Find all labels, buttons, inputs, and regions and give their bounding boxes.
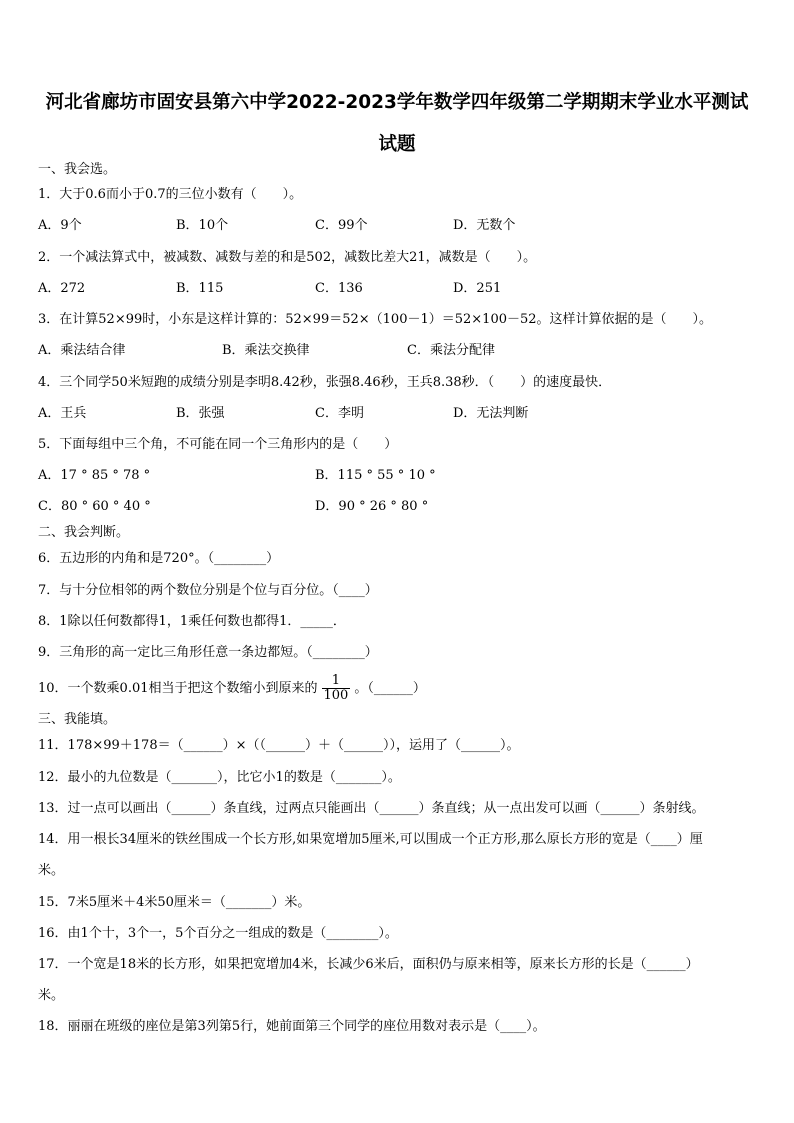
question-8: 8．1除以任何数都得1，1乘任何数也都得1．_____． [38,614,346,629]
question-5-options-row2 [38,498,758,516]
exam-title-line2: 试题 [378,134,416,155]
option-a: A．王兵 [38,406,87,421]
section-heading-judge: 二、我会判断。 [38,525,130,540]
question-7: 7．与十分位相邻的两个数位分别是个位与百分位。（____） [38,583,378,598]
option-c: C．李明 [315,406,364,421]
option-d: D．251 [453,281,502,296]
question-9: 9．三角形的高一定比三角形任意一条边都短。（________） [38,645,378,660]
option-c: C．乘法分配律 [407,343,495,358]
section-heading-fill: 三、我能填。 [38,712,117,727]
fraction-denominator: 100 [323,688,349,703]
question-18: 18．丽丽在班级的座位是第3列第5行，她前面第三个同学的座位用数对表示是（____）。 [38,1019,546,1034]
question-16: 16．由1个十，3个一，5个百分之一组成的数是（________）。 [38,926,398,941]
question-17-line1: 17．一个宽是18米的长方形，如果把宽增加4米，长减少6米后，面积仍与原来相等，原来长方形的长是（______） [38,957,699,972]
question-2-options [38,280,758,298]
option-c: C．80 ° 60 ° 40 ° [38,499,151,514]
option-a: A．乘法结合律 [38,343,126,358]
fraction-numerator: 1 [322,674,351,689]
question-10-text: 10．一个数乘0.01相当于把这个数缩小到原来的 [38,681,318,696]
option-a: A．272 [38,281,86,296]
option-c: C．99个 [315,218,368,233]
question-14-line1: 14．用一根长34厘米的铁丝围成一个长方形,如果宽增加5厘米,可以围成一个正方形,那么原长方形的宽是（____）厘 [38,832,703,847]
option-b: B．10个 [176,218,229,233]
question-6: 6．五边形的内角和是720°。（________） [38,551,280,566]
question-11: 11．178×99＋178＝（______）×（（______）＋（______）），运用了（______）。 [38,738,520,753]
question-3-options [38,342,758,360]
fraction-one-hundredth [322,674,351,703]
question-4-options [38,405,758,423]
option-b: B．115 ° 55 ° 10 ° [315,468,436,483]
section-heading-choice: 一、我会选。 [38,162,117,177]
question-10-blank: 。（______） [354,681,426,696]
question-15: 15．7米5厘米＋4米50厘米＝（_______）米。 [38,895,311,910]
option-b: B．乘法交换律 [222,343,310,358]
question-17-line2: 米。 [38,988,65,1003]
question-1: 1．大于0.6而小于0.7的三位小数有（ ）。 [38,187,303,202]
option-b: B．张强 [176,406,225,421]
option-a: A．9个 [38,218,82,233]
option-d: D．90 ° 26 ° 80 ° [315,499,429,514]
question-1-options [38,217,758,235]
question-2: 2．一个减法算式中，被减数、减数与差的和是502，减数比差大21，减数是（ ）。 [38,250,537,265]
question-4: 4．三个同学50米短跑的成绩分别是李明8.42秒，张强8.46秒，王兵8.38秒．（ ）的速度最快． [38,375,612,390]
option-d: D．无数个 [453,218,516,233]
question-5: 5．下面每组中三个角，不可能在同一个三角形内的是（ ） [38,437,398,452]
exam-title-line1: 河北省廊坊市固安县第六中学2022-2023学年数学四年级第二学期期末学业水平测试 [45,92,749,113]
option-b: B．115 [176,281,224,296]
question-13: 13．过一点可以画出（______）条直线，过两点只能画出（______）条直线；从一点出发可以画（______）条射线。 [38,801,705,816]
option-c: C．136 [315,281,363,296]
question-10 [38,672,426,706]
question-3: 3．在计算52×99时，小东是这样计算的：52×99＝52×（100－1）＝52×100－52。这样计算依据的是（ ）。 [38,312,713,327]
question-14-line2: 米。 [38,863,65,878]
option-d: D．无法判断 [453,406,529,421]
question-5-options-row1 [38,467,758,485]
option-a: A．17 ° 85 ° 78 ° [38,468,151,483]
question-12: 12．最小的九位数是（_______），比它小1的数是（_______）。 [38,770,401,785]
